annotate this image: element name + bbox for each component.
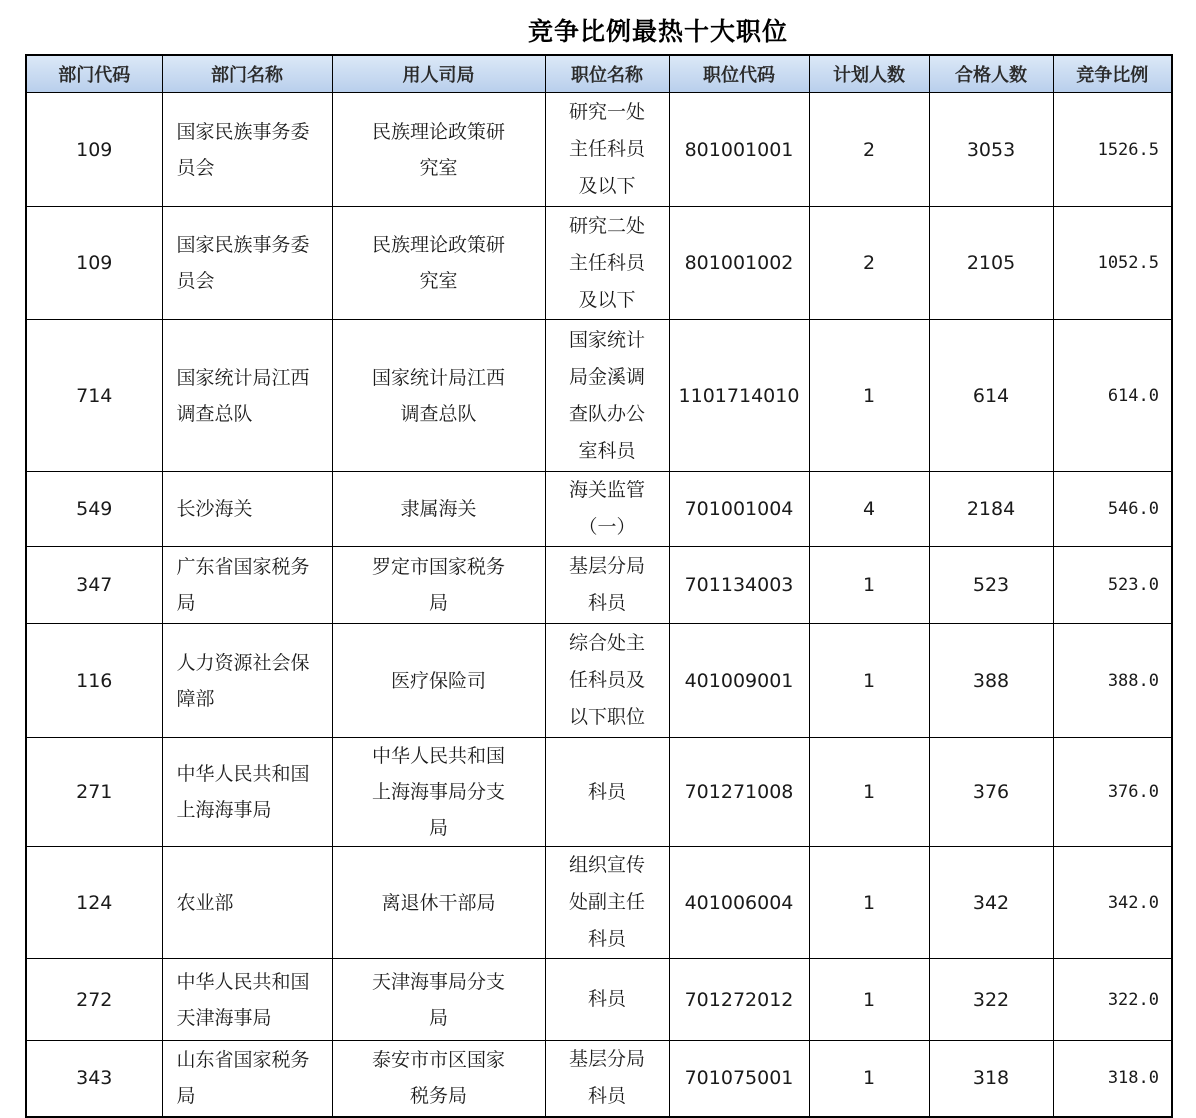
dept-code: 272	[76, 988, 113, 1011]
table-row	[26, 624, 1172, 738]
position-code: 801001002	[684, 252, 794, 274]
qualified-count: 614	[972, 384, 1010, 407]
bureau-cell	[332, 207, 545, 320]
position-code: 401009001	[684, 669, 794, 692]
qualified-count: 318	[972, 1067, 1010, 1090]
page-title: 竞争比例最热十大职位	[527, 17, 788, 46]
position-code-cell	[669, 738, 809, 847]
planned-count: 4	[862, 498, 876, 520]
ratio-cell	[1053, 472, 1172, 547]
table-row	[26, 1041, 1172, 1117]
position: 研究二处主任科员及以下	[568, 214, 645, 311]
ratio-cell	[1053, 624, 1172, 738]
dept-code-cell	[26, 1041, 162, 1117]
planned-count: 1	[862, 1067, 876, 1090]
dept-code-cell	[26, 93, 162, 207]
col-qualified: 合格人数	[929, 55, 1053, 93]
competition-table	[25, 54, 1173, 1118]
dept-code-cell	[26, 320, 162, 472]
header-row	[26, 55, 1172, 93]
position-code: 701001004	[684, 498, 794, 520]
col-position-code: 职位代码	[669, 55, 809, 93]
bureau-cell	[332, 547, 545, 624]
ratio-cell	[1053, 207, 1172, 320]
competition-ratio: 376.0	[1107, 782, 1159, 802]
dept-name: 国家统计局江西调查总队	[176, 366, 310, 425]
dept-code-cell	[26, 847, 162, 959]
position-code-cell	[669, 320, 809, 472]
position-code-cell	[669, 207, 809, 320]
qualified-count: 3053	[966, 138, 1016, 161]
position-cell	[545, 959, 669, 1041]
position-code: 701134003	[684, 574, 794, 596]
dept-name-cell	[162, 1041, 332, 1117]
qualified-count: 388	[972, 669, 1010, 692]
competition-ratio: 1526.5	[1097, 139, 1159, 160]
dept-code-cell	[26, 472, 162, 547]
position-code-cell	[669, 847, 809, 959]
planned-cell	[809, 624, 929, 738]
dept-code: 116	[76, 669, 113, 692]
position: 综合处主任科员及以下职位	[568, 632, 645, 728]
qualified-cell	[929, 472, 1053, 547]
position: 科员	[587, 780, 626, 803]
qualified-cell	[929, 1041, 1053, 1117]
col-dept-code: 部门代码	[26, 55, 162, 93]
position-cell	[545, 320, 669, 472]
dept-name-cell	[162, 472, 332, 547]
dept-name: 长沙海关	[176, 498, 253, 520]
ratio-cell	[1053, 738, 1172, 847]
col-position: 职位名称	[545, 55, 669, 93]
position-cell	[545, 624, 669, 738]
planned-cell	[809, 738, 929, 847]
dept-name-cell	[162, 207, 332, 320]
bureau-cell	[332, 320, 545, 472]
bureau: 罗定市国家税务局	[371, 556, 505, 614]
ratio-cell	[1053, 93, 1172, 207]
position: 研究一处主任科员及以下	[568, 101, 645, 197]
position-cell	[545, 472, 669, 547]
planned-cell	[809, 1041, 929, 1117]
ratio-cell	[1053, 547, 1172, 624]
position-code-cell	[669, 1041, 809, 1117]
position-cell	[545, 1041, 669, 1117]
position: 基层分局科员	[568, 1048, 645, 1108]
planned-cell	[809, 207, 929, 320]
bureau: 中华人民共和国上海海事局分支局	[371, 745, 505, 839]
competition-ratio: 523.0	[1107, 575, 1159, 595]
ratio-cell	[1053, 1041, 1172, 1117]
competition-ratio: 614.0	[1107, 385, 1159, 406]
competition-ratio: 322.0	[1107, 989, 1159, 1010]
planned-cell	[809, 547, 929, 624]
table-row	[26, 320, 1172, 472]
planned-count: 1	[862, 669, 876, 692]
dept-name-cell	[162, 320, 332, 472]
qualified-cell	[929, 624, 1053, 738]
dept-code-cell	[26, 547, 162, 624]
qualified-cell	[929, 320, 1053, 472]
bureau: 泰安市市区国家税务局	[371, 1049, 505, 1108]
table-row	[26, 847, 1172, 959]
planned-count: 1	[862, 781, 876, 803]
position-code-cell	[669, 547, 809, 624]
qualified-count: 376	[972, 781, 1010, 803]
bureau: 离退休干部局	[381, 891, 496, 914]
planned-count: 2	[862, 138, 876, 161]
position-code-cell	[669, 624, 809, 738]
dept-code: 109	[76, 138, 113, 161]
competition-ratio: 388.0	[1107, 670, 1159, 691]
bureau-cell	[332, 959, 545, 1041]
bureau-cell	[332, 1041, 545, 1117]
table-row	[26, 472, 1172, 547]
position-code-cell	[669, 959, 809, 1041]
bureau: 隶属海关	[400, 498, 477, 520]
position: 基层分局科员	[568, 555, 645, 614]
dept-code: 109	[76, 252, 113, 274]
dept-code: 347	[76, 574, 113, 596]
dept-code-cell	[26, 738, 162, 847]
qualified-count: 342	[972, 891, 1010, 914]
planned-count: 1	[862, 574, 876, 596]
table-row	[26, 547, 1172, 624]
position-cell	[545, 738, 669, 847]
bureau-cell	[332, 624, 545, 738]
planned-count: 1	[862, 891, 876, 914]
dept-code: 549	[76, 498, 113, 520]
bureau: 国家统计局江西调查总队	[371, 366, 505, 425]
qualified-count: 2184	[966, 498, 1016, 520]
planned-count: 1	[862, 384, 876, 407]
qualified-cell	[929, 959, 1053, 1041]
col-ratio: 竞争比例	[1053, 55, 1172, 93]
dept-name-cell	[162, 847, 332, 959]
position-cell	[545, 207, 669, 320]
bureau-cell	[332, 847, 545, 959]
planned-count: 2	[862, 252, 876, 274]
bureau: 民族理论政策研究室	[371, 120, 505, 179]
table-row	[26, 738, 1172, 847]
qualified-cell	[929, 207, 1053, 320]
position-code: 1101714010	[678, 384, 800, 407]
dept-name: 中华人民共和国天津海事局	[176, 970, 310, 1029]
position-cell	[545, 93, 669, 207]
dept-code-cell	[26, 207, 162, 320]
dept-code: 124	[76, 891, 113, 914]
table-row	[26, 959, 1172, 1041]
qualified-count: 322	[972, 988, 1010, 1011]
qualified-cell	[929, 847, 1053, 959]
dept-code: 343	[76, 1067, 113, 1090]
qualified-cell	[929, 93, 1053, 207]
position: 组织宣传处副主任科员	[568, 854, 645, 950]
dept-name-cell	[162, 624, 332, 738]
dept-code: 271	[76, 781, 113, 803]
competition-ratio: 1052.5	[1097, 253, 1159, 273]
dept-name-cell	[162, 93, 332, 207]
position-code: 701271008	[684, 781, 794, 803]
bureau: 天津海事局分支局	[371, 970, 505, 1029]
dept-name: 山东省国家税务局	[176, 1049, 310, 1108]
planned-count: 1	[862, 988, 876, 1011]
position-code-cell	[669, 472, 809, 547]
dept-name: 国家民族事务委员会	[176, 120, 310, 179]
position: 海关监管（一）	[568, 479, 645, 538]
qualified-cell	[929, 738, 1053, 847]
table-row	[26, 207, 1172, 320]
bureau: 民族理论政策研究室	[371, 234, 505, 292]
position-code: 401006004	[684, 891, 794, 914]
position-code: 701272012	[684, 988, 794, 1011]
dept-name: 中华人民共和国上海海事局	[176, 763, 310, 821]
dept-name-cell	[162, 738, 332, 847]
bureau: 医疗保险司	[390, 669, 486, 692]
dept-name: 人力资源社会保障部	[176, 651, 310, 710]
dept-code-cell	[26, 624, 162, 738]
ratio-cell	[1053, 320, 1172, 472]
position: 国家统计局金溪调查队办公室科员	[568, 328, 645, 462]
bureau-cell	[332, 738, 545, 847]
qualified-count: 523	[972, 574, 1010, 596]
competition-ratio: 342.0	[1107, 892, 1159, 913]
dept-code: 714	[76, 384, 113, 407]
dept-name-cell	[162, 547, 332, 624]
position-cell	[545, 547, 669, 624]
dept-name: 农业部	[176, 891, 234, 914]
planned-cell	[809, 93, 929, 207]
dept-name-cell	[162, 959, 332, 1041]
ratio-cell	[1053, 847, 1172, 959]
position-code-cell	[669, 93, 809, 207]
position: 科员	[587, 988, 626, 1010]
planned-cell	[809, 847, 929, 959]
position-code: 801001001	[684, 138, 794, 161]
planned-cell	[809, 472, 929, 547]
bureau-cell	[332, 472, 545, 547]
qualified-cell	[929, 547, 1053, 624]
position-cell	[545, 847, 669, 959]
col-bureau: 用人司局	[332, 55, 545, 93]
col-dept-name: 部门名称	[162, 55, 332, 93]
position-code: 701075001	[684, 1067, 794, 1090]
table-row	[26, 93, 1172, 207]
planned-cell	[809, 959, 929, 1041]
competition-ratio: 546.0	[1107, 499, 1159, 519]
qualified-count: 2105	[966, 252, 1016, 274]
dept-name: 国家民族事务委员会	[176, 234, 310, 292]
dept-name: 广东省国家税务局	[176, 556, 310, 614]
col-planned: 计划人数	[809, 55, 929, 93]
bureau-cell	[332, 93, 545, 207]
ratio-cell	[1053, 959, 1172, 1041]
planned-cell	[809, 320, 929, 472]
competition-ratio: 318.0	[1107, 1068, 1159, 1089]
dept-code-cell	[26, 959, 162, 1041]
